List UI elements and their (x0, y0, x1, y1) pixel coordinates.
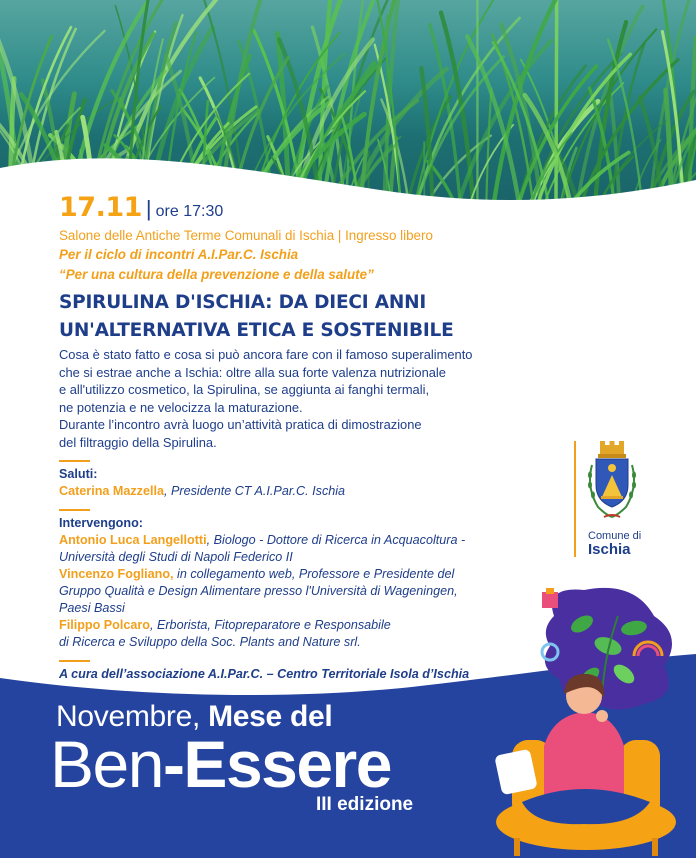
puzzle-shape (546, 588, 554, 594)
chair-leg (514, 838, 520, 856)
speaker-name: Vincenzo Fogliano, (59, 567, 174, 581)
banner-edition: III edizione (316, 794, 414, 815)
description-line: del filtraggio della Spirulina. (59, 434, 217, 450)
logo-caption-big: Ischia (588, 541, 631, 558)
greetings-person (59, 483, 559, 500)
banner-line-2-bold: -Essere (162, 727, 391, 801)
cycle-line-1: Per il ciclo di incontri A.I.Par.C. Ischia (59, 247, 299, 262)
greetings-heading: Saluti: (59, 467, 98, 481)
event-venue: Salone delle Antiche Terme Comunali di Ischia | Ingresso libero (59, 228, 433, 243)
logo-caption-small: Comune di (588, 530, 642, 542)
speaker-role: , Erborista, Fitopreparatore e Responsabile (149, 618, 391, 632)
date-separator: | (145, 196, 152, 221)
speaker (59, 532, 559, 566)
coat-of-arms-icon (584, 441, 644, 527)
speakers-heading: Intervengono: (59, 516, 143, 530)
cycle-line-2: “Per una cultura della prevenzione e della salute” (59, 267, 374, 282)
chair-leg (652, 838, 658, 856)
speaker-role: Gruppo Qualità e Design Alimentare presso l'Università di Wageningen, (59, 584, 458, 598)
banner-line-1-bold: Mese del (208, 700, 333, 733)
greetings-name: Caterina Mazzella (59, 484, 164, 498)
person-hand (596, 710, 608, 722)
speaker-role: Università degli Studi di Napoli Federico II (59, 550, 293, 564)
description-line: e all'utilizzo cosmetico, la Spirulina, se aggiunta ai fanghi termali, (59, 382, 430, 397)
speaker-role: in collegamento web, Professore e Presidente del (173, 567, 455, 581)
banner-line-2-light: Ben (50, 727, 163, 801)
banner-line-2 (50, 728, 391, 800)
divider (59, 660, 90, 662)
logo-divider (574, 441, 576, 557)
logo-caption (588, 530, 641, 556)
puzzle-shape (542, 592, 558, 608)
wellbeing-illustration (484, 576, 696, 858)
description-line: ne potenzia e ne velocizza la maturazione. (59, 399, 303, 415)
event-title (59, 289, 559, 345)
speaker-role: di Ricerca e Sviluppo della Soc. Plants and Nature srl. (59, 635, 361, 649)
speaker-name: Antonio Luca Langellotti (59, 533, 207, 547)
event-date: 17.11 (59, 192, 142, 223)
divider (59, 460, 90, 462)
title-line-1: SPIRULINA D'ISCHIA: DA DIECI ANNI (59, 292, 427, 313)
description-line: Cosa è stato fatto e cosa si può ancora fare con il famoso superalimento (59, 347, 473, 362)
event-time: ore 17:30 (155, 203, 224, 220)
person-body (544, 712, 624, 798)
speaker-name: Filippo Polcaro (59, 618, 150, 632)
description-line: Durante l’incontro avrà luogo un’attività pratica di dimostrazione (59, 417, 422, 432)
organizer-credit: A cura dell’associazione A.I.Par.C. – Centro Territoriale Isola d’Ischia (59, 667, 470, 681)
description-line: che si estrae anche a Ischia: oltre alla sua forte valenza nutrizionale (59, 364, 446, 380)
title-line-2: UN'ALTERNATIVA ETICA E SOSTENIBILE (59, 320, 454, 341)
description (59, 346, 559, 451)
date-line (59, 192, 559, 226)
speaker-role: , Biologo - Dottore di Ricerca in Acquacoltura - (206, 533, 466, 547)
banner-line-1-light: Novembre, (56, 700, 209, 733)
comune-logo (574, 441, 658, 557)
speaker-role: Paesi Bassi (59, 601, 125, 615)
greetings-role: , Presidente CT A.I.Par.C. Ischia (164, 484, 346, 498)
divider (59, 509, 90, 511)
